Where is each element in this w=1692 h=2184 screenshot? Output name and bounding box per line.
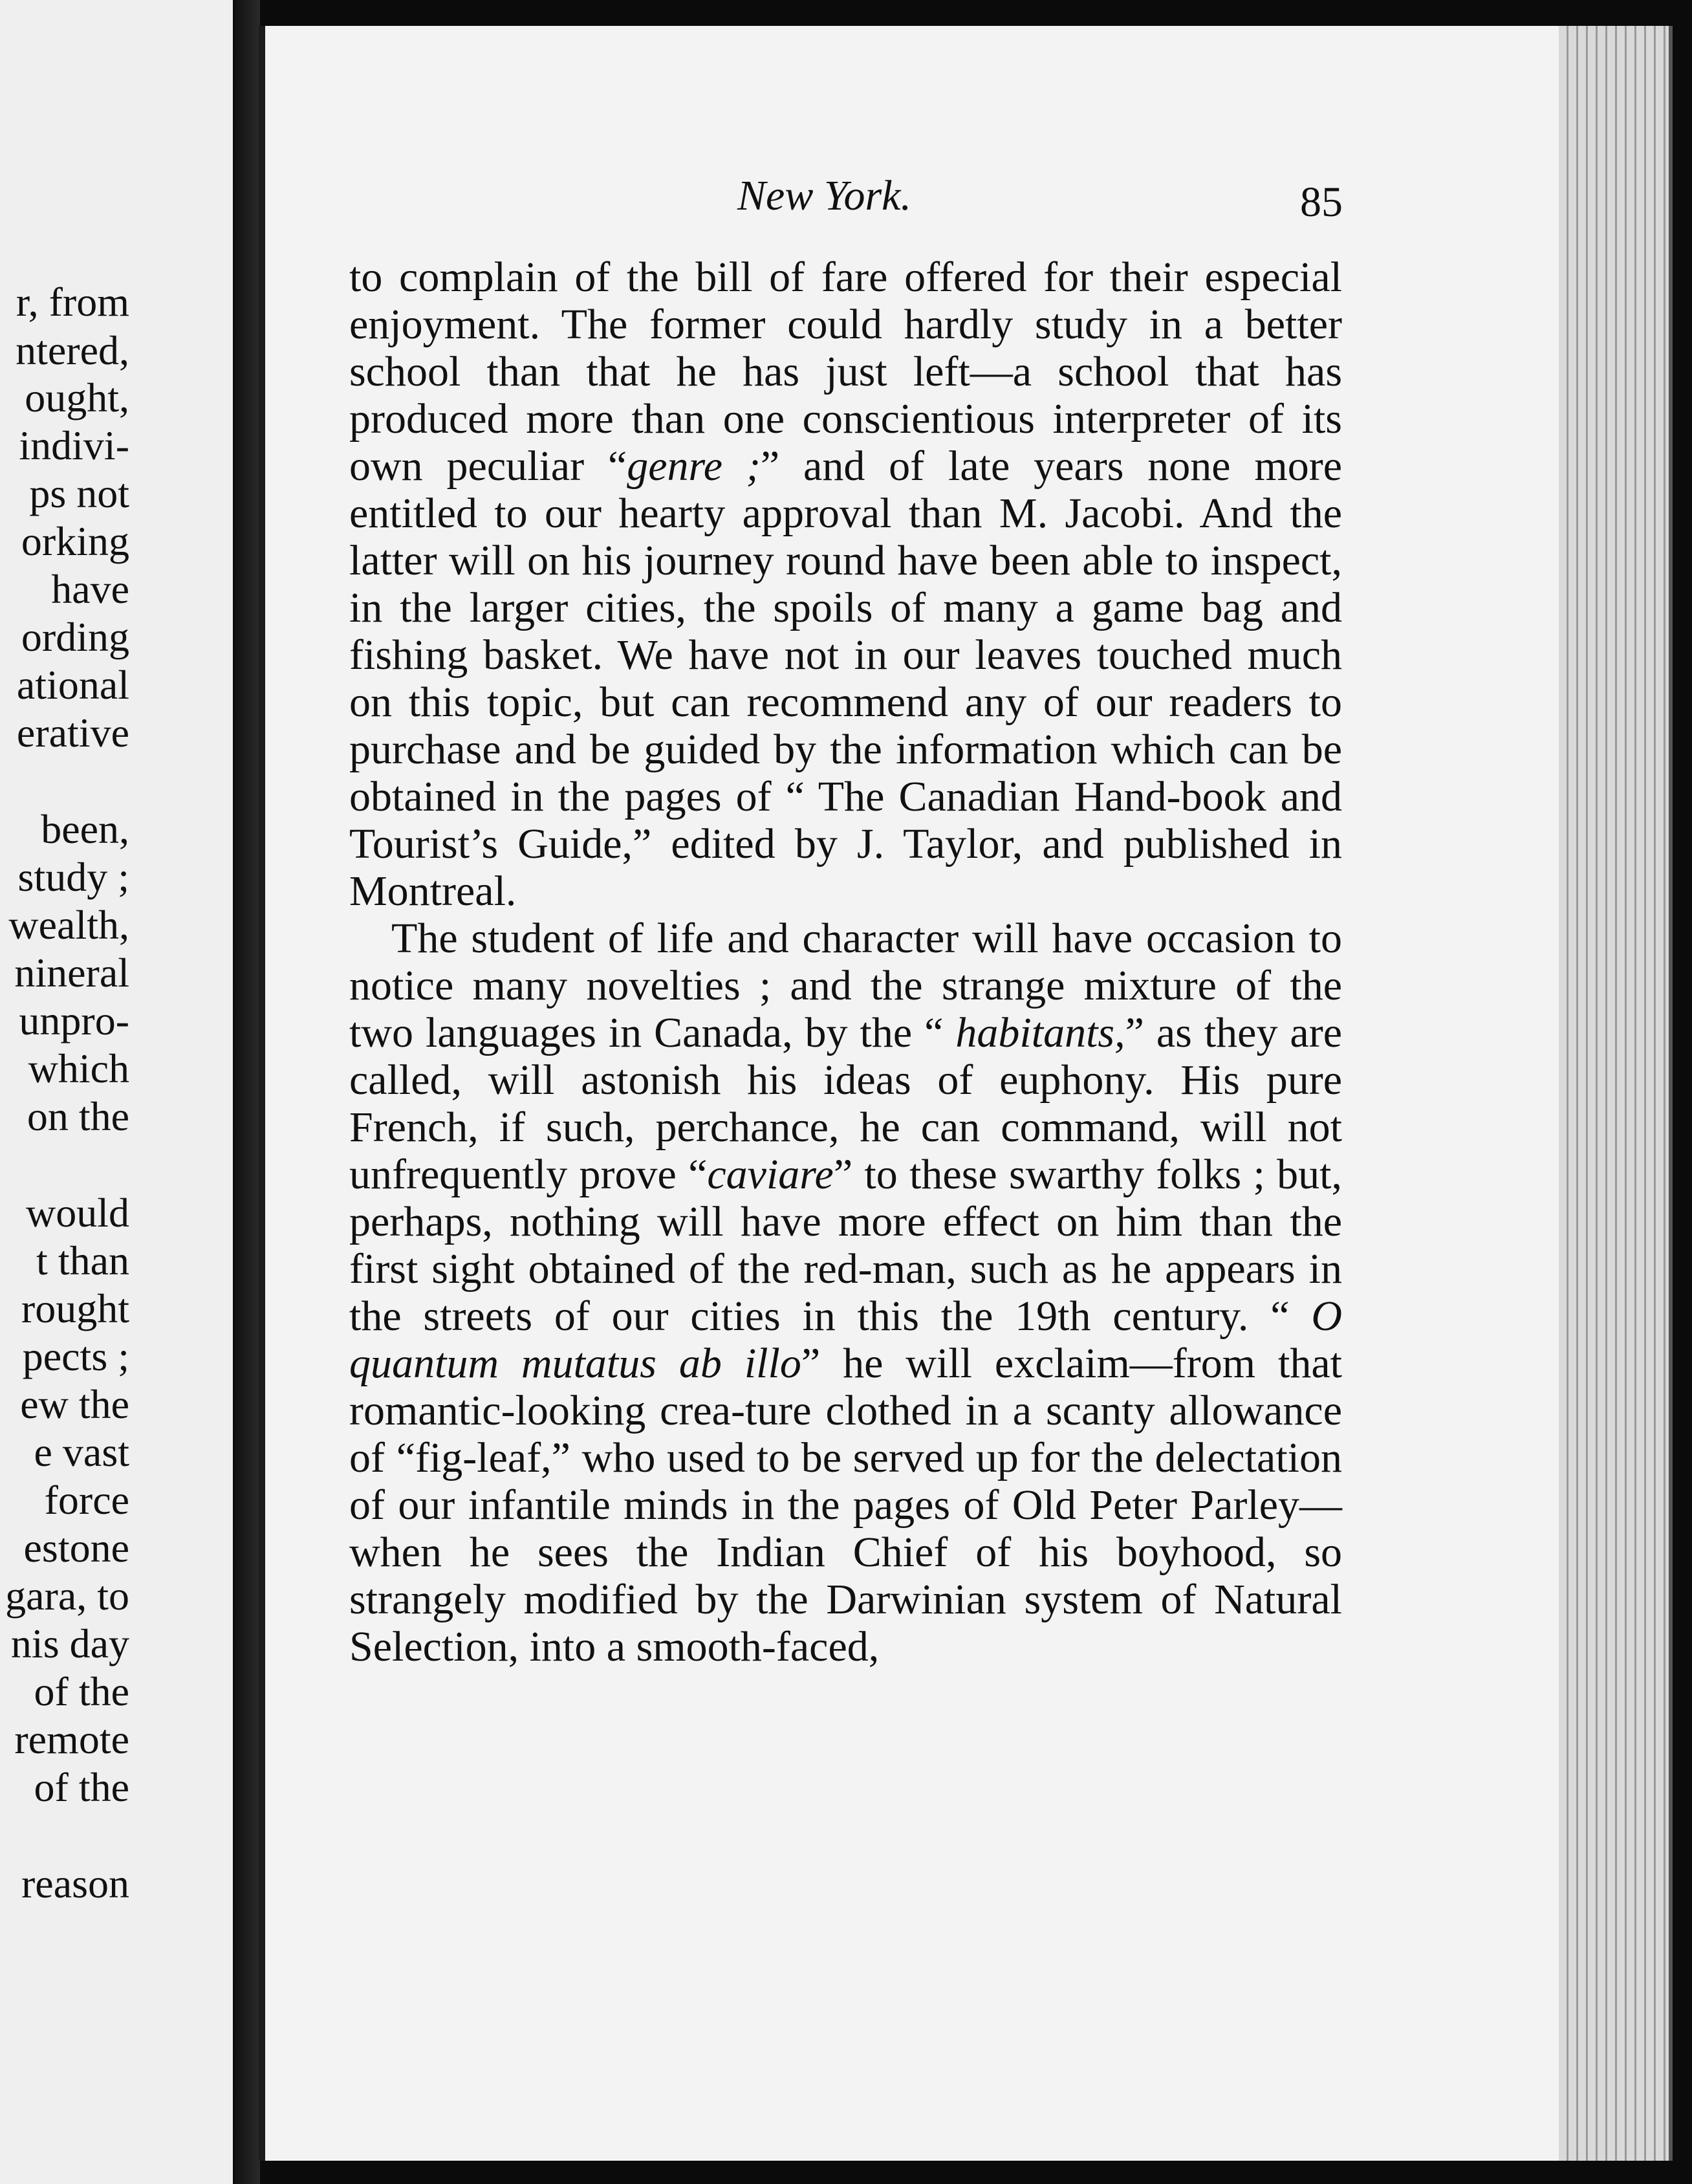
facing-page-line: ought, [25,375,129,420]
facing-page-line: ntered, [16,327,129,373]
running-title: New York. [737,172,911,219]
facing-page-line: of the [34,1764,129,1810]
facing-page-line: e vast [34,1429,129,1475]
facing-page-line: reason [21,1861,129,1906]
facing-page-line: t than [36,1238,129,1283]
facing-page-line: estone [23,1525,129,1571]
text-run: ” as they are called, will astonish his ideas of euphony. His pure French, if such, perchance, he can command, will not unfrequently prove “ [349,1009,1342,1198]
page-edges [1559,26,1673,2161]
facing-page-line: which [28,1045,129,1091]
italic-term: genre ; [627,442,761,490]
facing-page-line: ps not [29,470,129,516]
text-run: to complain of the bill of fare offered for their especial enjoyment. The former could hardly study in a better school than that he has just left—a school that has produced more than one conscientious interpreter of its own peculiar “ [349,254,1342,490]
paragraph-2 [349,915,1342,1670]
facing-page-line: study ; [17,854,129,900]
facing-page-line: r, from [16,279,129,325]
facing-page-line: nis day [10,1621,129,1666]
page-body [349,254,1342,1670]
italic-quote: O quantum mutatus ab illo [349,1293,1342,1387]
italic-term: habitants, [955,1009,1125,1056]
text-run: ” he will exclaim—from that romantic-looking crea-ture clothed in a scanty allowance of “fig-leaf,” who used to be served up for the delectation of our infantile minds in the pages of Old Peter Parley—when he sees the Indian Chief of his boyhood, so strangely modified by the Darwinian system of Natural Selection, into a smooth-faced, [349,1340,1342,1670]
facing-page-line: remote [14,1716,129,1762]
facing-page-line: unpro- [19,998,129,1043]
book-gutter [234,0,260,2184]
text-run: The student of life and character will have occasion to notice many novelties ; and the strange mixture of the two languages in Canada, by the “ [349,915,1342,1056]
facing-page-line: ational [16,662,129,708]
text-run: ” and of late years none more entitled to our hearty approval than M. Jacobi. And the latter will on his journey round have been able to inspect, in the larger cities, the spoils of many a game bag and fishing basket. We have not in our leaves touched much on this topic, but can recommend any of our readers to purchase and be guided by the information which can be obtained in the pages of “ The Canadian Hand-book and Tourist’s Guide,” edited by J. Taylor, and published in Montreal. [349,442,1342,915]
text-run: ” to these swarthy folks ; but, perhaps, nothing will have more effect on him than the first sight obtained of the red-man, such as he appears in the streets of our cities in this the 19th century. “ [349,1151,1342,1340]
facing-page-line: would [26,1190,129,1236]
facing-page-line: indivi- [19,422,129,468]
facing-page-line: pects ; [22,1333,129,1379]
italic-term: caviare [707,1151,834,1198]
facing-page-line: nineral [14,950,129,996]
facing-page-line: force [44,1477,129,1523]
facing-page-line: ording [21,614,129,660]
page-number: 85 [1300,179,1343,226]
paragraph-1 [349,254,1342,915]
facing-page-line: orking [21,518,129,564]
facing-page-line: been, [41,806,129,852]
facing-page-line: gara, to [5,1573,129,1619]
facing-page-line: erative [16,710,129,756]
facing-page-line: ew the [20,1381,129,1427]
facing-page-line: wealth, [8,902,129,948]
facing-page-line: on the [27,1093,129,1139]
facing-page-line: have [51,566,129,612]
facing-page-line: rought [21,1285,129,1331]
facing-page [0,0,233,2184]
facing-page-line: of the [34,1668,129,1714]
